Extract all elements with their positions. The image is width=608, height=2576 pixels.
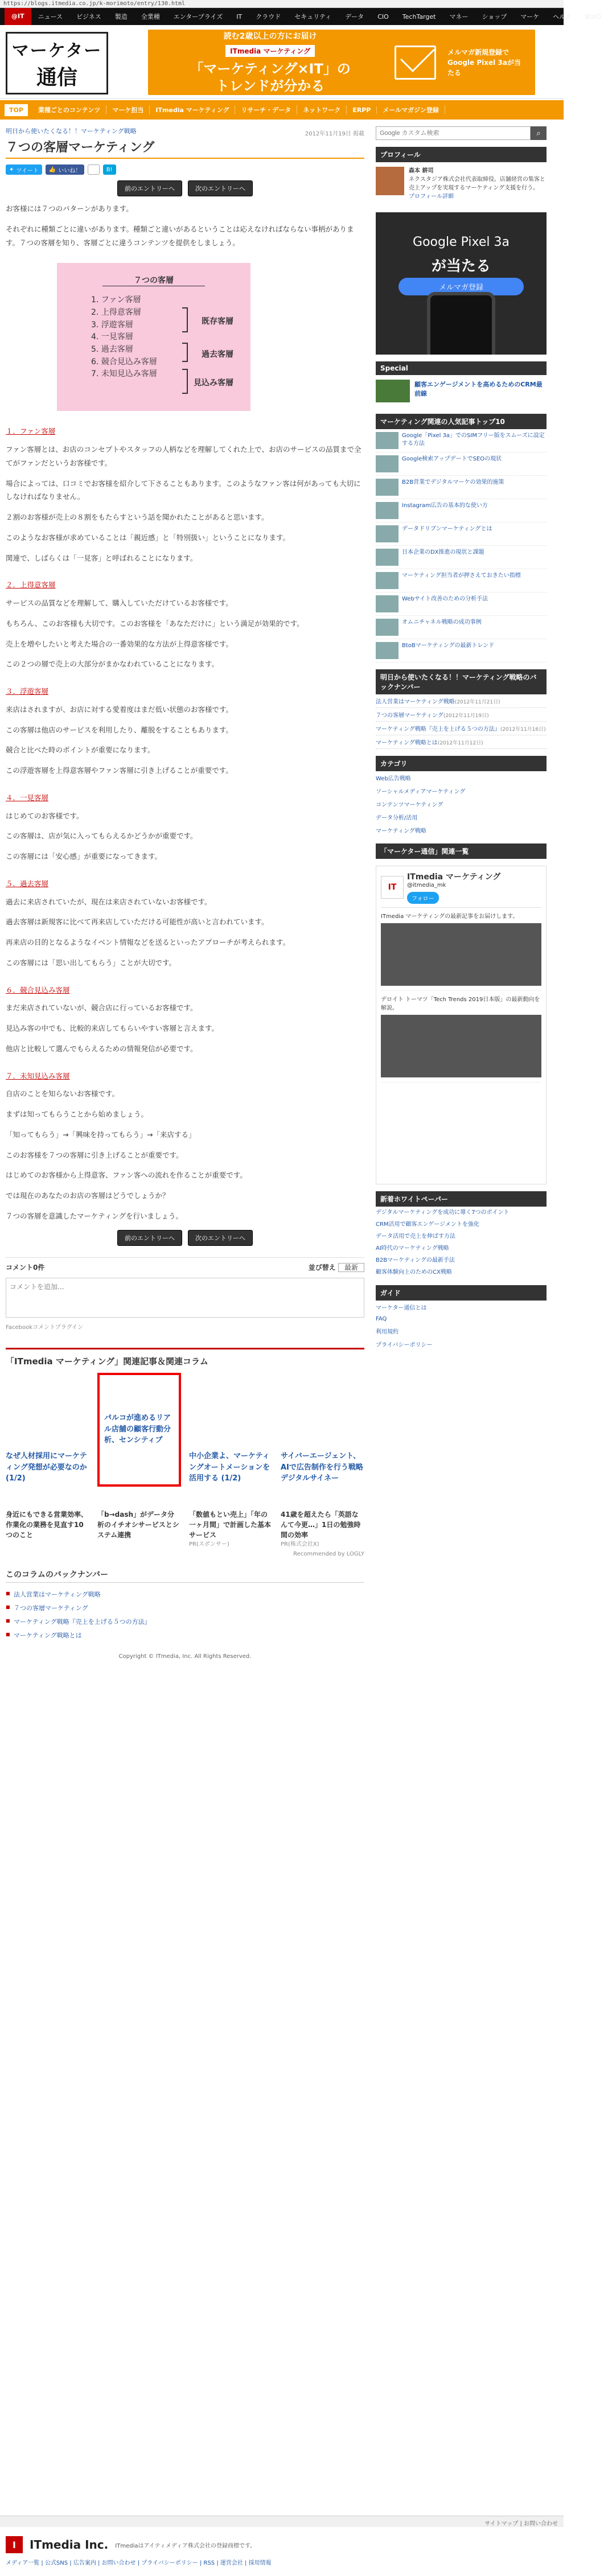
monthly-title: マーケティング戦略とは	[376, 740, 438, 746]
top-nav-item[interactable]: クラウド	[256, 13, 281, 20]
top-nav-item[interactable]: @IT	[5, 8, 31, 25]
top-nav	[0, 8, 601, 25]
article-paragraph: ファン客層とは、お店のコンセプトやスタッフの人柄などを理解してくれた上で、お店のサービスの品質まで全てがファンだというお客様です。	[6, 445, 361, 467]
copyright: Copyright © ITmedia, Inc. All Rights Reserved.	[118, 1653, 252, 1660]
category-nav-item[interactable]: メールマガジン登録	[377, 105, 445, 114]
category-nav-item[interactable]: 業種ごとのコンテンツ	[32, 105, 106, 114]
tweet-button[interactable]	[6, 164, 42, 175]
header-banner[interactable]	[148, 30, 535, 95]
article-paragraph: このお客様を７つの客層に引き上げることが重要です。	[6, 1150, 183, 1159]
ranking-item[interactable]	[376, 522, 547, 546]
tweet-image	[381, 923, 541, 986]
sort-select[interactable]: 最新	[338, 1263, 364, 1272]
related-card[interactable]: サイバーエージェント、AIで広告制作を行う戦略デジタルサイネー	[281, 1452, 363, 1483]
banner-brand: ITmedia マーケティング	[225, 45, 315, 57]
ranking-text: マーケティング担当者が押さえておきたい指標	[402, 573, 521, 579]
article-paragraph: 他店と比較して選んでもらえるための情報発信が必要です。	[6, 1044, 198, 1053]
ranking-thumb	[376, 502, 399, 519]
related-card[interactable]: 中小企業よ、マーケティングオートメーションを活用する (1/2)	[189, 1452, 270, 1483]
twitter-account-name: ITmedia マーケティング	[407, 873, 501, 882]
news-item[interactable]: 顧客体験向上のためのCX戦略	[376, 1269, 452, 1275]
thumb-icon: 👍	[48, 166, 56, 173]
tweet-text: デロイト トーマツ「Tech Trends 2019日本版」の最新動向を解説。	[381, 997, 540, 1011]
special-thumb	[376, 380, 410, 402]
sort-label: 並び替え	[308, 1263, 336, 1271]
avatar	[376, 167, 404, 195]
article-paragraph: それぞれに種類ごとに違いがあります。種類ごと違いがあるということは応えなければならない事柄があります。７つの客層を知り、客層ごとに違うコンテンツを提供をしましょう。	[6, 224, 354, 247]
figure-item: 7. 未知見込み客層	[91, 369, 157, 379]
ranking-item[interactable]	[376, 452, 547, 476]
ranking-thumb	[376, 595, 399, 612]
category-nav-item[interactable]: TOP	[5, 104, 28, 116]
ranking-text: オムニチャネル戦略の成功事例	[402, 619, 482, 626]
related-card[interactable]	[6, 1509, 89, 1549]
entry-pager-top	[6, 180, 364, 196]
figure-group-past: 過去客層	[202, 350, 233, 360]
article-paragraph: ２割のお客様が売上の８割をもたらすという話を聞かれたことがあると思います。	[6, 513, 269, 521]
profile-title: プロフィール	[376, 147, 547, 162]
sidebar	[376, 120, 547, 1660]
ranking-text: BtoBマーケティングの最新トレンド	[402, 643, 495, 649]
article-paragraph: 場合によっては、口コミでお客様を紹介して下さることもあります。このようなファン客は何があっても大切にしなければなりません。	[6, 479, 361, 501]
itmedia-logo-icon: IT	[381, 876, 404, 899]
guide-title: ガイド	[376, 1285, 547, 1301]
article-paragraph: サービスの品質などを理解して、購入していただけているお客様です。	[6, 599, 233, 607]
ranking-item[interactable]	[376, 639, 547, 662]
ranking-item[interactable]	[376, 616, 547, 639]
article-paragraph: はじめてのお客様から上得意客、ファン客への流れを作ることが重要です。	[6, 1171, 247, 1180]
monthly-item[interactable]	[376, 694, 547, 708]
top-nav-item[interactable]: ニュース	[38, 13, 63, 20]
itmedia-logo-icon: I	[6, 2536, 23, 2553]
category-nav	[0, 99, 564, 120]
twitter-widget	[376, 866, 547, 1184]
ranking-thumb	[376, 572, 399, 589]
article-paragraph: 競合と比べた時のポイントが重要になります。	[6, 746, 155, 755]
related-title: 「ITmedia マーケティング」関連記事＆関連コラム	[6, 1356, 208, 1367]
ranking-item[interactable]	[376, 499, 547, 522]
banner-top-text: 読む2歳以上の方にお届け	[223, 32, 317, 41]
main-content	[6, 120, 376, 1660]
breadcrumb-link[interactable]: 明日から使いたくなる！！マーケティング戦略	[6, 127, 137, 135]
article-paragraph: 過去客層は新規客に比べて再来店していただける可能性が高いと言われています。	[6, 917, 269, 927]
profile-name: 森本 耕司	[409, 168, 434, 174]
site-logo[interactable]	[6, 32, 108, 94]
category-nav-item[interactable]: ITmedia マーケティング	[150, 105, 235, 114]
ranking-thumb	[376, 619, 399, 636]
related-card-sponsor: PR(株式会社X)	[281, 1541, 319, 1548]
category-title: カテゴリ	[376, 756, 547, 771]
ranking-thumb	[376, 432, 399, 449]
related-card-sponsor: PR(スポンサー)	[189, 1541, 229, 1548]
monthly-title: ７つの客層マーケティング	[376, 713, 443, 719]
category-item[interactable]: コンテンツマーケティング	[376, 802, 443, 808]
mail-icon	[395, 46, 436, 80]
prev-entry-button[interactable]: 前のエントリーへ	[117, 1230, 182, 1246]
follow-button[interactable]: フォロー	[407, 892, 439, 904]
ad-text-1: Google Pixel 3a	[413, 235, 510, 249]
like-count: 0	[88, 164, 99, 175]
category-item[interactable]: Web広告戦略	[376, 776, 411, 782]
related-card[interactable]	[281, 1509, 364, 1549]
related-card-title: 「数値もとい売上」「年の一ヶ月間」で計画した基本サービス	[189, 1510, 272, 1539]
next-entry-button[interactable]: 次のエントリーへ	[188, 1230, 253, 1246]
footer-desc: ITmediaはアイティメディア株式会社の登録商標です。	[115, 2542, 256, 2549]
backnumber-item[interactable]: ■ マーケティング戦略『売上を上げる５つの方法』	[6, 1615, 364, 1628]
like-button[interactable]	[46, 164, 84, 175]
tweet-image	[381, 1015, 541, 1077]
search-icon[interactable]: ⌕	[531, 126, 547, 140]
article-paragraph: 売上を増やしたいと考えた場合の一番効果的な方法が上得意客様です。	[6, 639, 233, 648]
recommended-by: Recommended by LOGLY	[293, 1550, 364, 1557]
article-paragraph: はじめてのお客様です。	[6, 811, 84, 820]
monthly-item[interactable]	[376, 708, 547, 722]
ranking-text: 日本企業のDX推進の現状と課題	[402, 549, 484, 555]
top-nav-item[interactable]: ヘルス	[553, 13, 572, 20]
backnumber-item[interactable]: ■ ７つの客層マーケティング	[6, 1601, 364, 1615]
like-label: いいね！	[58, 167, 81, 174]
related-card-title: 41歳を超えたら「英語なんて今更…」1日の勉強時間の効率	[281, 1510, 361, 1539]
monthly-date: (2012年11月21日)	[454, 699, 500, 705]
related-card-title: 身近にもできる営業効率、作業化の業務を見直す10つのこと	[6, 1510, 88, 1539]
social-buttons	[6, 164, 364, 175]
article-paragraph: この客層には「安心感」が重要になってきます。	[6, 852, 162, 861]
ranking-text: Webサイト改善のための分析手法	[402, 596, 488, 602]
monthly-title: マーケティング戦略『売上を上げる５つの方法』	[376, 726, 500, 733]
banner-main-text: 「マーケティング×IT」の トレンドが分かる	[190, 61, 351, 94]
news-item[interactable]: CRM活用で顧客エンゲージメントを強化	[376, 1221, 479, 1228]
figure-item: 5. 過去客層	[91, 345, 133, 354]
ranking-text: データドリブンマーケティングとは	[402, 526, 492, 532]
article-body	[6, 202, 364, 1223]
monthly-date: (2012年11月19日)	[443, 713, 489, 719]
ranking-text: B2B営業でデジタルマーケの効果的施策	[402, 479, 504, 485]
related-card[interactable]	[189, 1509, 273, 1549]
category-nav-item[interactable]: ERPP	[347, 106, 377, 114]
guide-item[interactable]: マーケター通信とは	[376, 1305, 427, 1311]
figure-item: 6. 競合見込み客層	[91, 357, 157, 367]
section-heading: ３．浮遊客層	[6, 687, 49, 696]
backnumber-section	[6, 1569, 364, 1642]
tweet-label: ツイート	[16, 167, 39, 174]
section-heading: ２．上得意客層	[6, 581, 56, 590]
special-text: 顧客エンゲージメントを高めるためのCRM最前線	[414, 381, 543, 397]
backnumber-title: このコラムのバックナンバー	[6, 1569, 364, 1583]
category-nav-item[interactable]: ネットワーク	[297, 105, 347, 114]
banner-right-text: メルマガ新規登録で Google Pixel 3aが当たる	[447, 48, 521, 77]
footer-company: ITmedia Inc.	[30, 2538, 109, 2552]
section-heading: ７．未知見込み客層	[6, 1071, 70, 1080]
address-bar[interactable]: https://blogs.itmedia.co.jp/k-morimoto/entry/130.html	[0, 0, 564, 8]
profile-link[interactable]: プロフィール詳細	[409, 194, 454, 200]
figure-group-prospect: 見込み客層	[194, 378, 233, 388]
category-item[interactable]: ソーシャルメディアマーケティング	[376, 789, 466, 795]
comment-sort[interactable]	[309, 1262, 364, 1272]
ranking-text: Instagram広告の基本的な使い方	[402, 503, 488, 509]
guide-item[interactable]: FAQ	[376, 1316, 387, 1322]
ranking-thumb	[376, 642, 399, 659]
top-nav-item[interactable]: エンタープライズ	[173, 13, 223, 20]
article-paragraph: 来店はされますが、お店に対する愛着度はまだ低い状態のお客様です。	[6, 705, 233, 714]
bracket-past	[182, 343, 188, 362]
figure-item: 4. 一見客層	[91, 332, 133, 342]
ranking-thumb	[376, 549, 399, 566]
figure-list	[68, 294, 239, 381]
monthly-date: (2012年11月12日)	[437, 740, 483, 746]
article-paragraph: お客様には７つのパターンがあります。	[6, 204, 133, 213]
section-heading: ４．一見客層	[6, 793, 49, 802]
tweet-item	[381, 908, 541, 991]
top-nav-item[interactable]: TechTarget	[402, 13, 436, 20]
bracket-existing	[182, 307, 188, 332]
tweet-item	[381, 991, 541, 1083]
figure-item: 2. 上得意客層	[91, 307, 141, 317]
backnumber-item[interactable]: ■ 法人営業はマーケティング戦略	[6, 1587, 364, 1601]
category-nav-item[interactable]: マーケ担当	[106, 105, 150, 114]
profile-box	[376, 162, 547, 205]
customer-layers-figure	[57, 263, 250, 411]
backnumber-item[interactable]: ■ マーケティング戦略とは	[6, 1628, 364, 1642]
ranking-thumb	[376, 455, 399, 472]
logo-line2: 通信	[36, 65, 77, 89]
top-nav-item[interactable]: マーケ	[520, 13, 540, 20]
page-title: ７つの客層マーケティング	[6, 138, 364, 159]
special-title: Special	[376, 361, 547, 375]
category-item[interactable]: データ分析/活用	[376, 815, 418, 821]
top-nav-item[interactable]: 製造	[114, 13, 128, 20]
footer	[0, 2516, 564, 2569]
article-paragraph: まずは知ってもらうことから始めましょう。	[6, 1110, 149, 1118]
figure-title: ７つの客層	[102, 274, 205, 286]
news-item[interactable]: データ活用で売上を伸ばす方法	[376, 1233, 455, 1240]
tweet-text: ITmedia マーケティングの最新記事をお届けします。	[381, 913, 519, 920]
twitter-handle: @itmedia_mk	[407, 882, 446, 888]
post-date: 2012年11月19日 掲載	[305, 131, 364, 137]
profile-text: ネクスタジア株式会社代表取締役。店舗経営の集客と売上アップを実現するマーケティング支援を行う。	[409, 176, 545, 191]
figure-item: 3. 浮遊客層	[91, 320, 133, 330]
category-nav-item[interactable]: リサーチ・データ	[235, 105, 297, 114]
guide-item[interactable]: プライバシーポリシー	[376, 1342, 433, 1348]
logo-line1: マーケター	[11, 40, 102, 61]
phone-image	[427, 292, 495, 355]
figure-item: 1. ファン客層	[91, 295, 141, 305]
entry-pager-bottom	[6, 1230, 364, 1246]
search-input[interactable]	[376, 126, 531, 140]
top-nav-item[interactable]: BizID	[585, 13, 601, 20]
bracket-prospect	[182, 369, 188, 394]
news-title: 新着ホワイトペーパー	[376, 1191, 547, 1207]
figure-group-existing: 既存客層	[202, 317, 233, 327]
ranking-thumb	[376, 525, 399, 542]
ranking-item[interactable]	[376, 592, 547, 616]
article-paragraph: この客層は他店のサービスを利用したり、離脱をすることもあります。	[6, 725, 233, 734]
guide-item[interactable]: 利用規約	[376, 1329, 399, 1335]
ad-cta[interactable]: メルマガ登録	[399, 278, 524, 295]
article-paragraph: この客層には「思い出してもらう」ことが大切です。	[6, 958, 176, 967]
ranking-text: Google検索アップデートでSEOの現状	[402, 456, 502, 462]
facebook-plugin-label: Facebookコメントプラグイン	[6, 1324, 84, 1331]
monthly-item[interactable]	[376, 735, 547, 749]
article-paragraph: まだ来店されていないが、競合店に行っているお客様です。	[6, 1003, 198, 1013]
related-card[interactable]: パルコが進めるリアル店舗の顧客行動分析、センシティブ	[97, 1373, 181, 1487]
related-card[interactable]: なぜ人材採用にマーケティング発想が必要なのか (1/2)	[6, 1452, 87, 1483]
search-box	[376, 126, 547, 140]
hatena-button[interactable]: B!	[103, 164, 116, 175]
article-paragraph: このようなお客様が求めていることは「親近感」と「特別扱い」ということになります。	[6, 533, 290, 542]
ranking-item[interactable]	[376, 429, 547, 452]
article-paragraph: 関連で、しばらくは「一見客」と呼ばれることになります。	[6, 553, 198, 562]
article-paragraph: もちろん、このお客様も大切です。このお客様を「あなただけに」という満足が効果的です。	[6, 619, 304, 628]
related-card-title: 「b→dash」がデータ分析のイチオシサービスとシステム連携	[97, 1510, 179, 1539]
next-entry-button[interactable]: 次のエントリーへ	[188, 180, 253, 196]
section-heading: ５．過去客層	[6, 879, 49, 888]
article-paragraph: この客層は、店が気に入ってもらえるかどうかが重要です。	[6, 832, 198, 841]
article-paragraph: 再来店の目的となるようなイベント情報などを送るといったアプローチが考えられます。	[6, 938, 290, 947]
footer-links[interactable]: メディア一覧 | 公式SNS | 広告案内 | お問い合わせ | プライバシーポリシー | RSS | 運営会社 | 採用情報	[6, 2560, 272, 2566]
top-nav-item[interactable]: マネー	[449, 13, 469, 20]
comment-count: コメント0件	[6, 1263, 45, 1271]
news-item[interactable]: デジタルマーケティングを成功に導く7つのポイント	[376, 1209, 510, 1216]
ranking-item[interactable]	[376, 476, 547, 499]
news-item[interactable]: AI時代のマーケティング戦略	[376, 1245, 449, 1252]
top-nav-item[interactable]: セキュリティ	[294, 13, 332, 20]
prev-entry-button[interactable]: 前のエントリーへ	[117, 180, 182, 196]
monthly-item[interactable]	[376, 722, 547, 735]
section-heading: １．ファン客層	[6, 427, 56, 436]
article-paragraph: ７つの客層を意識したマーケティングを行いましょう。	[6, 1211, 183, 1220]
sidebar-ad[interactable]	[376, 212, 547, 355]
ranking-text: Google「Pixel 3a」でのSIMフリー版をスムーズに設定する方法	[402, 433, 545, 447]
comments-section	[6, 1257, 364, 1331]
monthly-title: 明日から使いたくなる！！マーケティング戦略のバックナンバー	[376, 669, 547, 694]
ad-text-2: が当たる	[431, 258, 491, 275]
article-paragraph: 過去に来店されていたが、現在は来店されていないお客様です。	[6, 897, 212, 906]
top-nav-item[interactable]: CIO	[377, 13, 389, 20]
related-card[interactable]	[97, 1509, 181, 1549]
monthly-date: (2012年11月16日)	[500, 727, 546, 733]
section-heading: ６．競合見込み客層	[6, 985, 70, 994]
top-nav-item[interactable]: IT	[236, 13, 243, 20]
article-paragraph: 見込み客の中でも、比較的来店してもらいやすい客層と言えます。	[6, 1024, 219, 1032]
footer-top-links[interactable]: サイトマップ | お問い合わせ	[0, 2516, 564, 2527]
related-list-title: 「マーケター通信」関連一覧	[376, 843, 547, 859]
ranking-thumb	[376, 479, 399, 496]
ranking-item[interactable]	[376, 569, 547, 592]
article-paragraph: この浮遊客層を上得意客層やファン客層に引き上げることが重要です。	[6, 766, 233, 775]
news-item[interactable]: B2Bマーケティングの最新手法	[376, 1257, 455, 1264]
monthly-title: 法人営業はマーケティング戦略	[376, 699, 455, 705]
top-nav-item[interactable]: 全業種	[141, 13, 160, 20]
top-nav-item[interactable]: ビジネス	[76, 13, 101, 20]
category-item[interactable]: マーケティング戦略	[376, 828, 426, 834]
related-articles	[6, 1348, 364, 1557]
article-paragraph: 自店のことを知らないお客様です。	[6, 1089, 120, 1098]
special-item[interactable]	[376, 375, 547, 407]
article-paragraph: この２つの層で売上の大部分がまかなわれていることになります。	[6, 660, 219, 669]
article-paragraph: では現在のあなたのお店の客層はどうでしょうか？	[6, 1191, 170, 1200]
top-nav-item[interactable]: データ	[345, 13, 364, 20]
top-nav-item[interactable]: ショップ	[482, 13, 507, 20]
ranking-title: マーケティング関連の人気記事トップ10	[376, 414, 547, 429]
twitter-icon: ✦	[9, 166, 14, 173]
article-paragraph: 「知ってもらう」→「興味を持ってもらう」→「来店する」	[6, 1130, 196, 1139]
comment-input[interactable]	[6, 1278, 364, 1318]
site-header	[0, 25, 564, 99]
ranking-item[interactable]	[376, 546, 547, 569]
